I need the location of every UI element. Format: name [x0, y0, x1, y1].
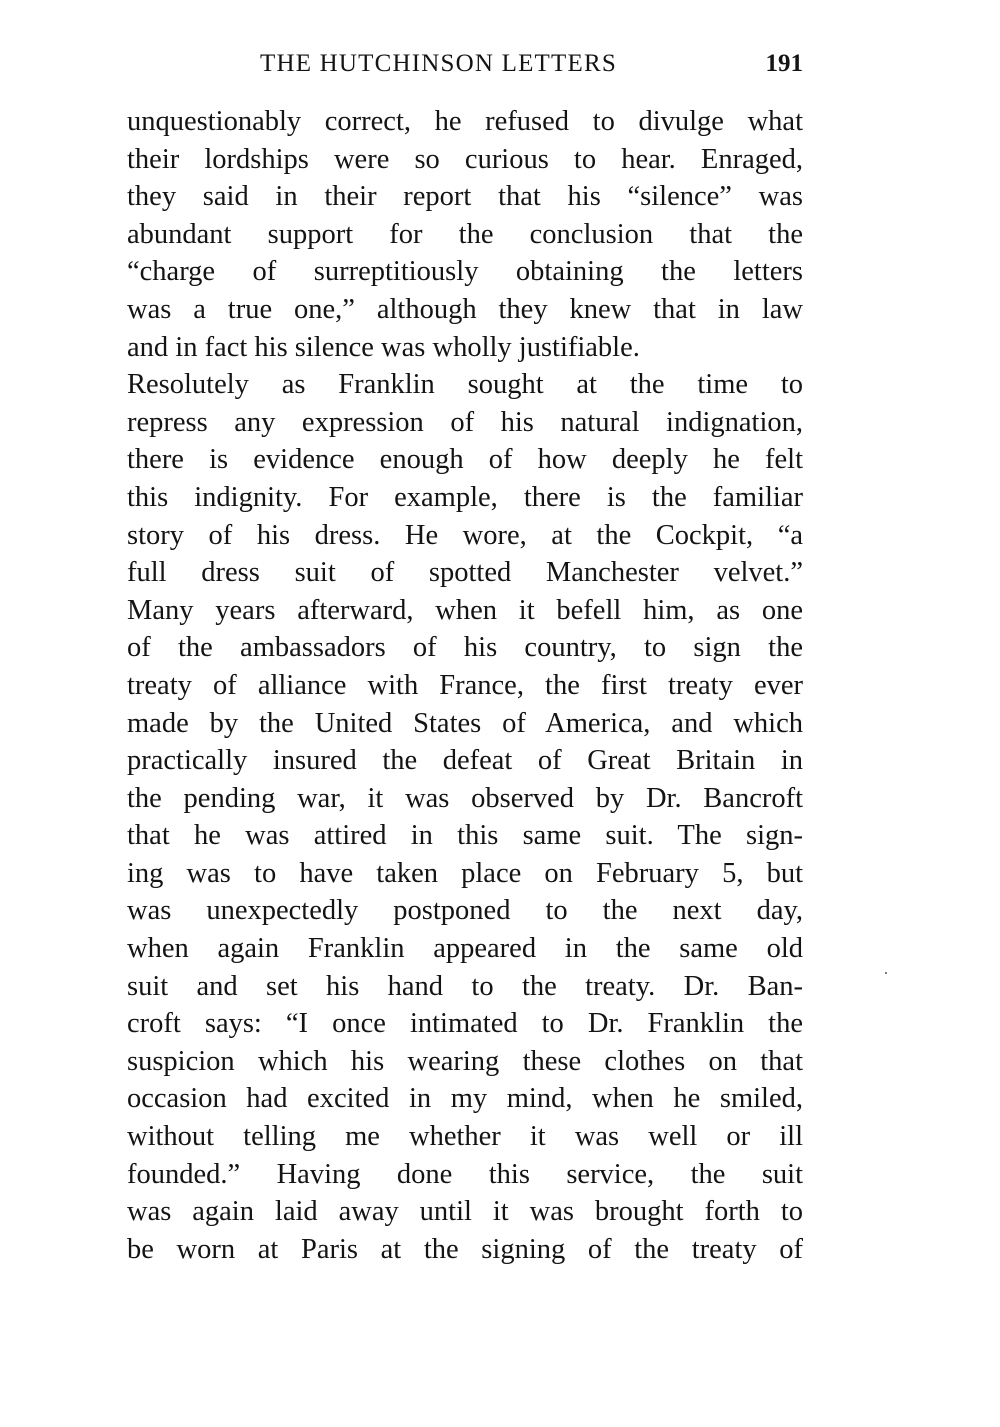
text-line: ing was to have taken place on February 5, but [127, 857, 803, 889]
text-line: practically insured the defeat of Great Britain in [127, 745, 803, 777]
text-line: this indignity. For example, there is the familiar [127, 481, 803, 513]
running-title: THE HUTCHINSON LETTERS [260, 50, 617, 77]
text-line: repress any expression of his natural indignation, [127, 406, 803, 438]
text-line: Resolutely as Franklin sought at the time to [127, 369, 803, 401]
text-line: abundant support for the conclusion that the [127, 218, 803, 250]
text-line: the pending war, it was observed by Dr. Bancroft [127, 782, 803, 814]
page-number: 191 [765, 50, 803, 77]
text-line: of the ambassadors of his country, to sign the [127, 632, 803, 664]
text-line: suspicion which his wearing these clothes on that [127, 1045, 803, 1077]
text-line: “charge of surreptitiously obtaining the letters [127, 256, 803, 288]
scan-speck [885, 972, 887, 974]
text-line: was again laid away until it was brought forth to [127, 1196, 803, 1228]
text-line: be worn at Paris at the signing of the treaty of [127, 1233, 803, 1265]
paragraph-1 [127, 103, 803, 366]
text-line: there is evidence enough of how deeply he felt [127, 444, 803, 476]
text-line: that he was attired in this same suit. The sign- [127, 820, 803, 852]
text-line: suit and set his hand to the treaty. Dr. Ban- [127, 970, 803, 1002]
text-line: treaty of alliance with France, the first treaty ever [127, 669, 803, 701]
text-line: founded.” Having done this service, the suit [127, 1158, 803, 1190]
body-text [127, 103, 803, 1268]
text-line: unquestionably correct, he refused to divulge what [127, 106, 803, 137]
running-head [127, 46, 803, 86]
text-line: they said in their report that his “silence” was [127, 181, 803, 213]
text-line: full dress suit of spotted Manchester velvet.” [127, 557, 803, 589]
text-line: made by the United States of America, and which [127, 707, 803, 739]
text-line: and in fact his silence was wholly justifiable. [127, 331, 640, 363]
text-line: Many years afterward, when it befell him, as one [127, 594, 803, 626]
text-line: croft says: “I once intimated to Dr. Franklin the [127, 1008, 803, 1040]
text-line: without telling me whether it was well or ill [127, 1121, 803, 1153]
text-line: was a true one,” although they knew that in law [127, 293, 803, 325]
text-line: story of his dress. He wore, at the Cockpit, “a [127, 519, 803, 551]
paragraph-2 [127, 366, 803, 1268]
text-line: was unexpectedly postponed to the next day, [127, 895, 803, 927]
text-line: when again Franklin appeared in the same old [127, 933, 803, 965]
text-line: occasion had excited in my mind, when he smiled, [127, 1083, 803, 1115]
text-line: their lordships were so curious to hear. Enraged, [127, 143, 803, 175]
